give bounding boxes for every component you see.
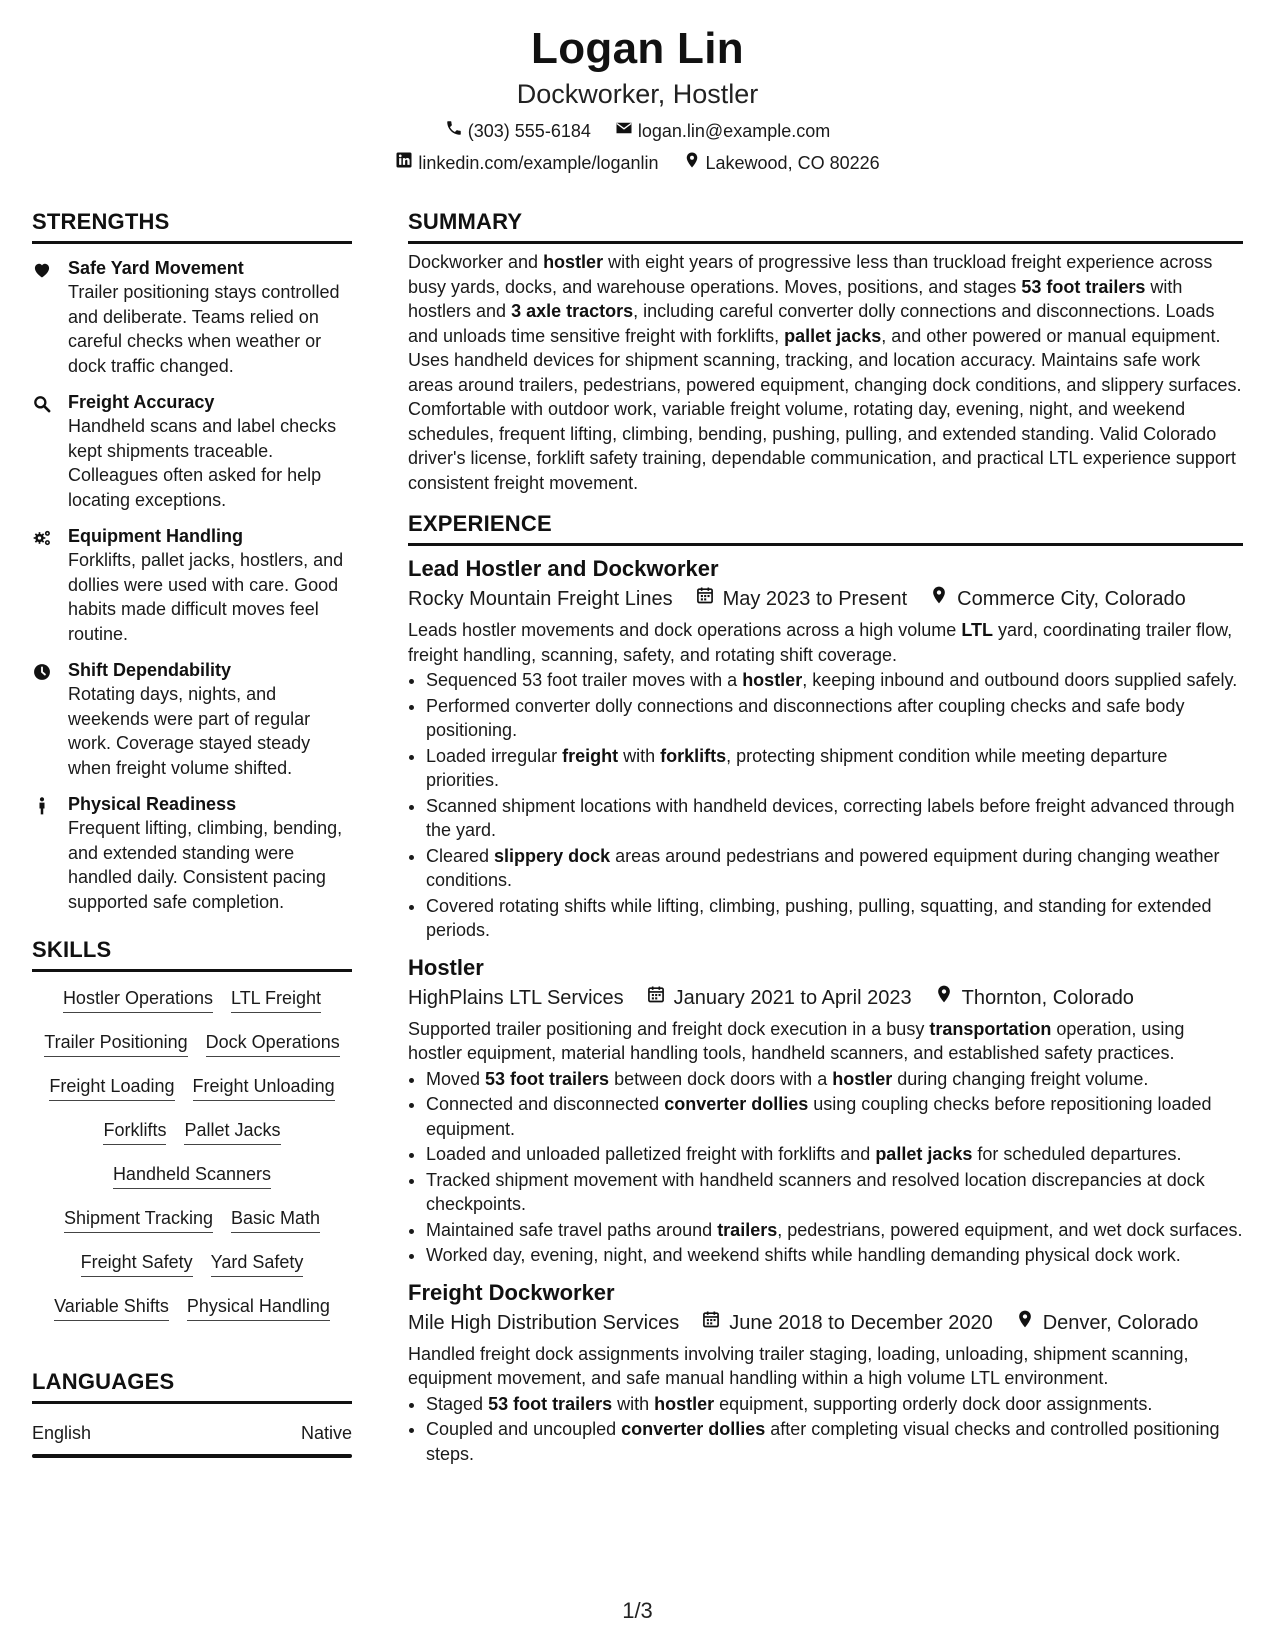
skill-tag: LTL Freight [231, 986, 321, 1013]
strength-desc: Rotating days, nights, and weekends were part of regular work. Coverage stayed steady when freight volume shifted. [68, 684, 311, 778]
job-bullet: • Connected and disconnected converter dollies using coupling checks before repositioning loaded equipment. [426, 1092, 1243, 1141]
job-bullet: • Moved 53 foot trailers between dock doors with a hostler during changing freight volume. [426, 1067, 1243, 1092]
strength-desc: Frequent lifting, climbing, bending, and extended standing were handled daily. Consistent pacing supported safe completion. [68, 818, 343, 912]
skill-tag: Trailer Positioning [44, 1030, 187, 1057]
left-column [32, 209, 352, 1458]
strength-desc: Forklifts, pallet jacks, hostlers, and dollies were used with care. Good habits made difficult moves feel routine. [68, 550, 344, 644]
strength-item [32, 793, 352, 914]
contact-row [0, 119, 1275, 143]
strength-item [32, 525, 352, 646]
search-icon [32, 394, 68, 414]
strength-title: Equipment Handling [68, 526, 243, 546]
job-bullet: • Staged 53 foot trailers with hostler equipment, supporting orderly dock door assignments. [426, 1392, 1243, 1417]
job-bullet: • Worked day, evening, night, and weekend shifts while handling demanding physical dock work. [426, 1243, 1243, 1268]
phone-text: (303) 555-6184 [467, 121, 591, 141]
job-bullet: • Loaded irregular freight with forklifts, protecting shipment condition while meeting departure priorities. [426, 744, 1243, 793]
person-icon [32, 796, 68, 816]
company-name: Rocky Mountain Freight Lines [408, 588, 673, 610]
skills-list [32, 972, 352, 1321]
email-link[interactable]: logan.lin@example.com [637, 121, 831, 141]
strengths-heading: STRENGTHS [32, 209, 170, 234]
language-name: English [32, 1423, 92, 1443]
job-dates: January 2021 to April 2023 [673, 986, 912, 1009]
skill-tag: Freight Safety [81, 1250, 193, 1277]
map-pin-icon [934, 983, 954, 1013]
summary-heading: SUMMARY [408, 209, 523, 234]
job-entry [408, 554, 1243, 943]
strength-desc: Trailer positioning stays controlled and deliberate. Teams relied on careful checks when weather or dock traffic changed. [68, 282, 340, 376]
job-bullet: • Tracked shipment movement with handheld scanners and resolved location discrepancies at dock checkpoints. [426, 1168, 1243, 1217]
envelope-icon [615, 119, 633, 143]
map-pin-icon [683, 151, 701, 175]
job-bullet: • Cleared slippery dock areas around pedestrians and powered equipment during changing weather conditions. [426, 844, 1243, 893]
strength-title: Shift Dependability [68, 660, 232, 680]
experience-section [408, 511, 1243, 1466]
linkedin-link[interactable]: linkedin.com/example/loganlin [418, 153, 659, 173]
strength-item [32, 659, 352, 780]
candidate-title: Dockworker, Hostler [516, 79, 759, 109]
right-column [408, 209, 1243, 1466]
skill-tag: Yard Safety [211, 1250, 304, 1277]
page-number: 1/3 [622, 1598, 653, 1623]
skill-tag: Handheld Scanners [113, 1162, 271, 1189]
section-divider [32, 1401, 352, 1404]
job-entry [408, 1278, 1243, 1467]
phone-icon [445, 119, 463, 143]
contact-row-2 [0, 151, 1275, 175]
candidate-name: Logan Lin [531, 24, 744, 73]
job-title: Freight Dockworker [408, 1279, 615, 1305]
job-bullet: • Performed converter dolly connections and disconnections after coupling checks and safe body positioning. [426, 694, 1243, 743]
job-dates: June 2018 to December 2020 [729, 1311, 993, 1334]
job-location: Thornton, Colorado [961, 986, 1134, 1009]
job-dates: May 2023 to Present [722, 588, 908, 610]
strength-item [32, 257, 352, 378]
section-divider [408, 543, 1243, 546]
summary-text: Dockworker and hostler with eight years of progressive less than truckload freight experience across busy yards, docks, and warehouse operations. Moves, positions, and stages 53 foot trailers with hostlers and 3 axle tractors, including careful converter dolly connections and disconnections. Loads and unloads time sensitive freight with forklifts, pallet jacks, and other powered or manual equipment. Uses handheld devices for shipment scanning, tracking, and location accuracy. Maintains safe work areas around trailers, pedestrians, powered equipment, changing dock conditions, and slippery surfaces. Comfortable with outdoor work, variable freight volume, rotating day, evening, night, and weekend schedules, frequent lifting, climbing, bending, pushing, pulling, and extended standing. Valid Colorado driver's license, forklift safety training, dependable communication, and practical LTL experience support consistent freight movement. [408, 252, 1242, 493]
skills-section [32, 937, 352, 1321]
heart-icon [32, 260, 68, 280]
linkedin-icon [395, 151, 413, 175]
strength-title: Physical Readiness [68, 794, 237, 814]
gears-icon [32, 528, 68, 548]
job-bullet: • Sequenced 53 foot trailer moves with a hostler, keeping inbound and outbound doors supplied safely. [426, 668, 1243, 693]
company-name: HighPlains LTL Services [408, 986, 624, 1009]
job-bullet: • Scanned shipment locations with handheld devices, correcting labels before freight advanced through the yard. [426, 794, 1243, 843]
linkedin-contact[interactable] [395, 151, 658, 175]
skill-tag: Physical Handling [187, 1294, 330, 1321]
job-meta [408, 584, 1243, 614]
language-row [32, 1421, 352, 1445]
company-name: Mile High Distribution Services [408, 1311, 680, 1334]
map-pin-icon [1015, 1308, 1035, 1338]
job-meta [408, 1308, 1243, 1338]
job-bullet: • Coupled and uncoupled converter dollies after completing visual checks and controlled positioning steps. [426, 1417, 1243, 1466]
experience-heading: EXPERIENCE [408, 511, 552, 536]
skill-tag: Hostler Operations [63, 986, 213, 1013]
skill-tag: Basic Math [231, 1206, 320, 1233]
job-bullets [408, 668, 1243, 943]
section-divider [32, 241, 352, 244]
job-bullet: • Maintained safe travel paths around trailers, pedestrians, powered equipment, and wet dock surfaces. [426, 1218, 1243, 1243]
skill-tag: Forklifts [103, 1118, 166, 1145]
skill-tag: Pallet Jacks [184, 1118, 280, 1145]
skills-heading: SKILLS [32, 937, 112, 962]
strength-title: Freight Accuracy [68, 392, 215, 412]
skill-tag: Freight Unloading [193, 1074, 335, 1101]
job-title: Lead Hostler and Dockworker [408, 556, 719, 581]
job-title: Hostler [408, 954, 484, 980]
skill-tag: Variable Shifts [54, 1294, 169, 1321]
job-location: Denver, Colorado [1042, 1311, 1199, 1334]
location-text: Lakewood, CO 80226 [705, 153, 880, 173]
phone-contact [445, 119, 591, 143]
job-meta [408, 983, 1243, 1013]
languages-heading: LANGUAGES [32, 1369, 175, 1394]
calendar-icon [695, 584, 715, 614]
section-divider [408, 241, 1243, 244]
job-bullet: • Loaded and unloaded palletized freight with forklifts and pallet jacks for scheduled departures. [426, 1142, 1243, 1167]
map-pin-icon [929, 584, 949, 614]
skill-tag: Shipment Tracking [64, 1206, 213, 1233]
strengths-section [32, 209, 352, 914]
languages-section [32, 1369, 352, 1458]
job-location: Commerce City, Colorado [957, 588, 1186, 610]
job-bullet: • Covered rotating shifts while lifting, climbing, pushing, pulling, squatting, and standing for extended periods. [426, 894, 1243, 943]
language-level: Native [300, 1423, 352, 1443]
job-description: Handled freight dock assignments involving trailer staging, loading, unloading, shipment scanning, equipment movement, and safe manual handling within a high volume LTL environment. [408, 1343, 1189, 1388]
strength-desc: Handheld scans and label checks kept shipments traceable. Colleagues often asked for help locating exceptions. [68, 416, 337, 510]
strength-title: Safe Yard Movement [68, 258, 244, 278]
skill-tag: Dock Operations [206, 1030, 340, 1057]
clock-icon [32, 662, 68, 682]
resume-header [0, 22, 1275, 175]
summary-section [408, 209, 1243, 495]
location-contact [683, 151, 880, 175]
job-entry [408, 953, 1243, 1268]
job-description: Leads hostler movements and dock operations across a high volume LTL yard, coordinating trailer flow, freight handling, scanning, safety, and rotating shift coverage. [408, 620, 1233, 665]
job-description: Supported trailer positioning and freight dock execution in a busy transportation operation, using hostler equipment, material handling tools, handheld scanners, and established safety practices. [408, 1018, 1185, 1063]
job-bullets [408, 1392, 1243, 1467]
job-bullets [408, 1067, 1243, 1268]
calendar-icon [646, 983, 666, 1013]
skill-tag: Freight Loading [49, 1074, 174, 1101]
language-proficiency-bar [32, 1454, 352, 1458]
email-contact[interactable] [615, 119, 830, 143]
calendar-icon [701, 1308, 721, 1338]
strength-item [32, 391, 352, 512]
